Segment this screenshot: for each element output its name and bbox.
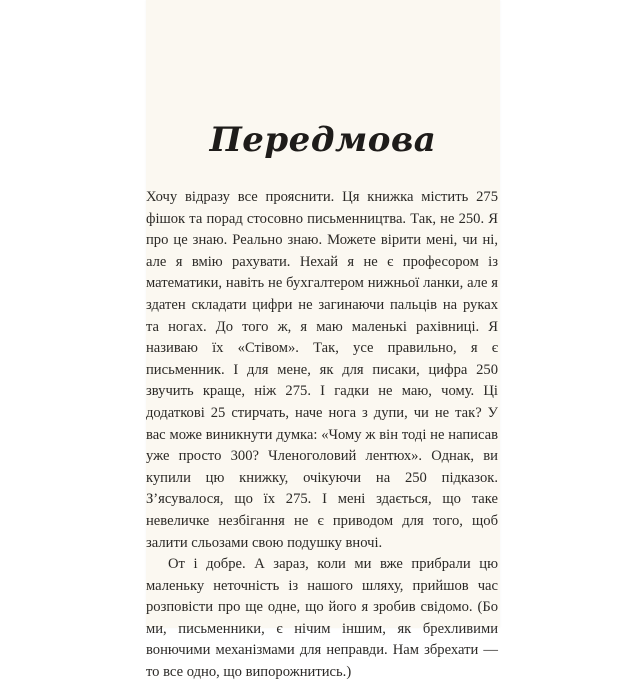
paragraph-2: От і добре. А зараз, коли ми вже прибрали цю маленьку неточність із нашого шляху, прийшов час розповісти про ще одне, що його я зробив свідомо. (Бо ми, письменники, є нічим іншим, як брехливими вонючими механізмами для неправди. Нам збрехати — то все одно, що випорожнитись.) — [146, 556, 498, 681]
page-title: Передмова — [209, 120, 437, 160]
page-body — [146, 187, 498, 684]
book-page — [146, 0, 500, 681]
paragraph-1: Хочу відразу все прояснити. Ця книжка містить 275 фішок та порад стосовно письменництва. Так, не 250. Я про це знаю. Реально знаю. Можете вірити мені, чи ні, але я вмію рахувати. Нехай я не є професором із математики, навіть не бухгалтером нижньої ланки, але я здатен складати цифри не загинаючи пальців на руках та ногах. До того ж, я маю маленькі рахівниці. Я називаю їх «Стівом». Так, усе правильно, я є письменник. І для мене, як для писаки, цифра 250 звучить краще, ніж 275. І гадки не маю, чому. Ці додаткові 25 стирчать, наче нога з дупи, чи не так? У вас може виникнути думка: «Чому ж він тоді не написав уже просто 300? Членоголовий лентюх». Однак, ви купили цю книжку, очікуючи на 250 підказок. З’ясувалося, що їх 275. І мені здається, що таке невеличке незбігання не є приводом для того, щоб залити сльозами свою подушку вночі. — [146, 189, 498, 551]
